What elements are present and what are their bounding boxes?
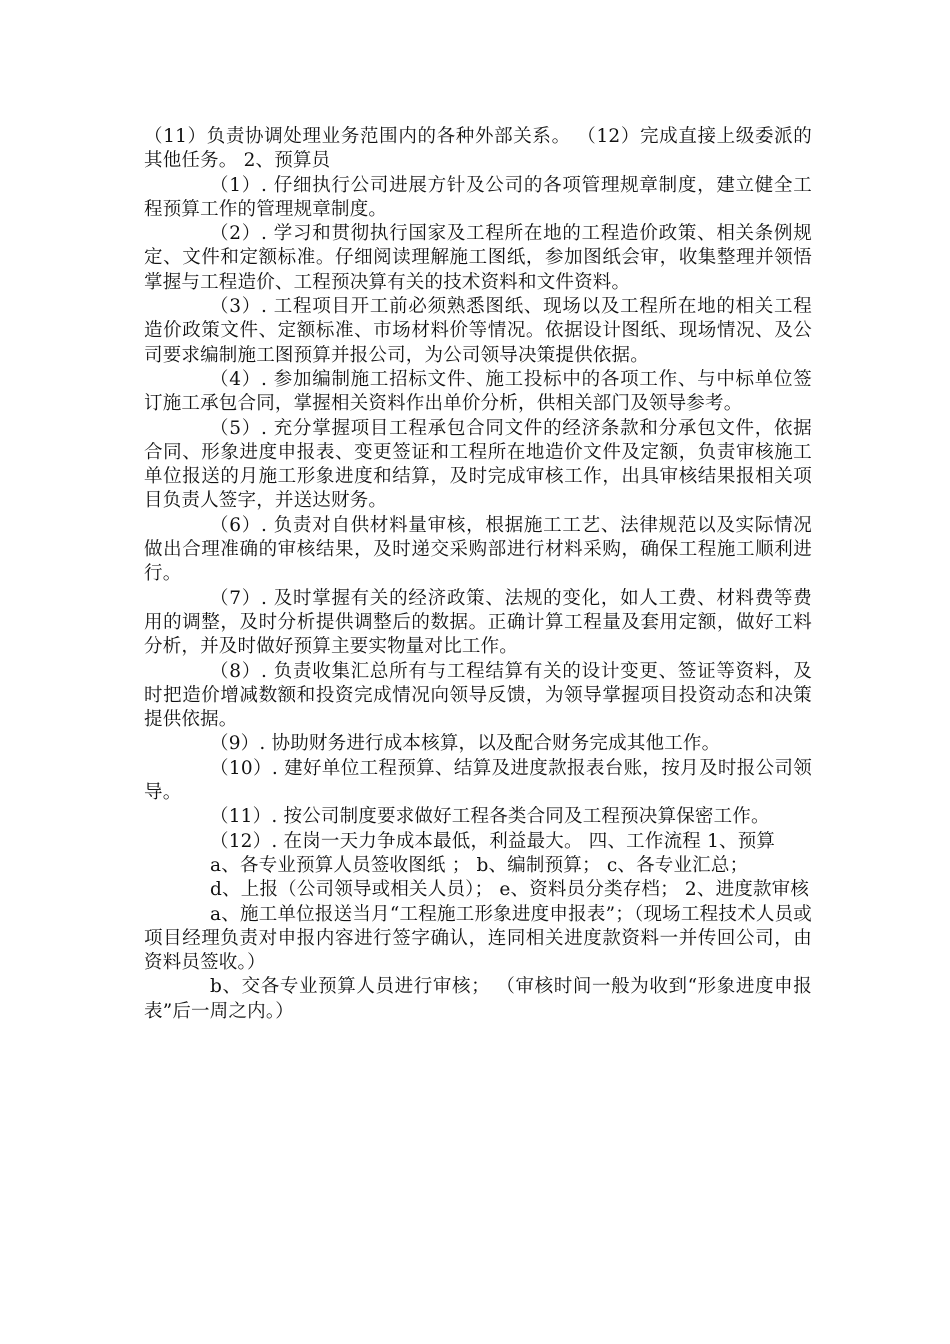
paragraph: （11）. 按公司制度要求做好工程各类合同及工程预决算保密工作。 [210,806,770,828]
paragraph: （7）. 及时掌握有关的经济政策、法规的变化，如人工费、材料费等费用的调整，及时分析提供调整后的数据。正确计算工程量及套用定额，做好工料分析，并及时做好预算主要实物量对比工作。 [144,587,812,658]
paragraph: （3）. 工程项目开工前必须熟悉图纸、现场以及工程所在地的相关工程造价政策文件、定额标准、市场材料价等情况。依据设计图纸、现场情况、及公司要求编制施工图预算并报公司，为公司领导决策提供依据。 [144,296,812,366]
paragraph: （1）. 仔细执行公司进展方针及公司的各项管理规章制度，建立健全工程预算工作的管理规章制度。 [144,174,812,220]
paragraph: （6）. 负责对自供材料量审核，根据施工工艺、法律规范以及实际情况做出合理准确的审核结果，及时递交采购部进行材料采购，确保工程施工顺利进行。 [144,514,812,585]
paragraph: a、各专业预算人员签收图纸 ； b、编制预算； c、各专业汇总； [210,854,749,876]
paragraph: d、上报（公司领导或相关人员）； e、资料员分类存档； 2、进度款审核 [210,879,810,901]
paragraph: a、施工单位报送当月“工程施工形象进度申报表”；（现场工程技术人员或项目经理负责对申报内容进行签字确认，连同相关进度款资料一并传回公司，由资料员签收。） [144,903,812,974]
paragraph: （2）. 学习和贯彻执行国家及工程所在地的工程造价政策、相关条例规定、文件和定额标准。仔细阅读理解施工图纸，参加图纸会审，收集整理并领悟掌握与工程造价、工程预决算有关的技术资料和文件资料。 [144,223,812,293]
paragraph: （12）. 在岗一天力争成本最低，利益最大。 四、工作流程 1、预算 [210,830,776,852]
paragraph: b、交各专业预算人员进行审核； （审核时间一般为收到“形象进度申报表”后一周之内。） [144,976,812,1022]
paragraph: （11）负责协调处理业务范围内的各种外部关系。 （12）完成直接上级委派的其他任务。 2、预算员 [144,126,812,172]
paragraph: （9）. 协助财务进行成本核算，以及配合财务完成其他工作。 [210,733,721,755]
paragraph: （8）. 负责收集汇总所有与工程结算有关的设计变更、签证等资料，及时把造价增减数额和投资完成情况向领导反馈，为领导掌握项目投资动态和决策提供依据。 [144,660,812,731]
paragraph: （4）. 参加编制施工招标文件、施工投标中的各项工作、与中标单位签订施工承包合同，掌握相关资料作出单价分析，供相关部门及领导参考。 [144,368,812,415]
paragraph: （5）. 充分掌握项目工程承包合同文件的经济条款和分承包文件，依据合同、形象进度申报表、变更签证和工程所在地造价文件及定额，负责审核施工单位报送的月施工形象进度和结算，及时完成审核工作，出具审核结果报相关项目负责人签字，并送达财务。 [144,417,812,512]
paragraph: （10）. 建好单位工程预算、结算及进度款报表台账，按月及时报公司领导。 [144,757,812,804]
document-body [144,125,812,1024]
